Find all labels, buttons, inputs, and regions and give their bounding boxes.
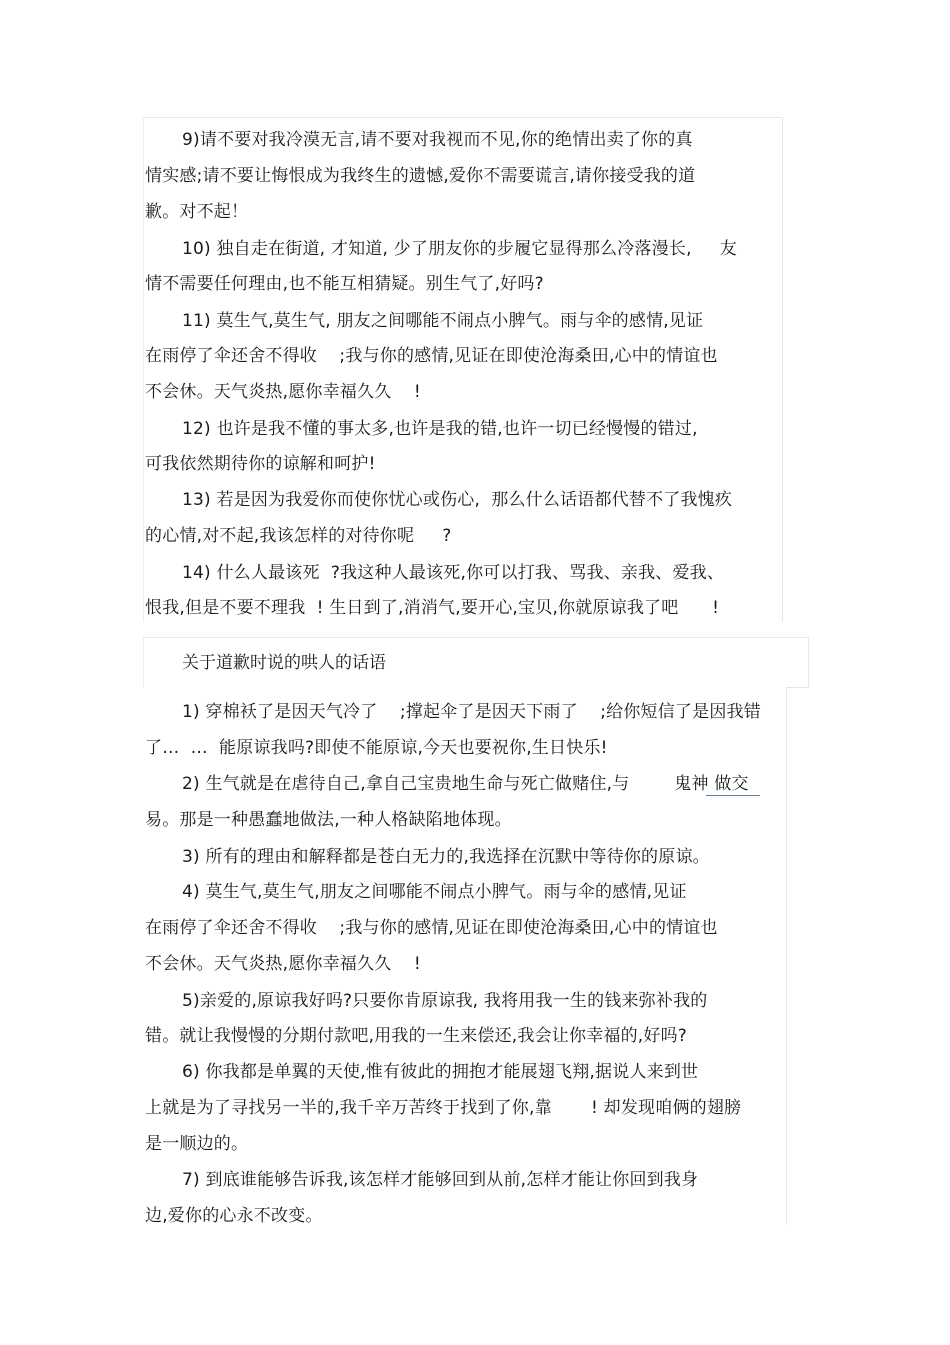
paragraph-line: 9)请不要对我冷漠无言,请不要对我视而不见,你的绝情出卖了你的真: [182, 130, 693, 150]
paragraph-line: 5)亲爱的,原谅我好吗?只要你肯原谅我, 我将用我一生的钱来弥补我的: [182, 991, 708, 1011]
paragraph-line: 的心情,对不起,我该怎样的对待你呢 ?: [145, 526, 452, 546]
paragraph-line: 不会休。天气炎热,愿你幸福久久 !: [145, 954, 421, 974]
paragraph-line: 6) 你我都是单翼的天使,惟有彼此的拥抱才能展翅飞翔,据说人来到世: [182, 1062, 699, 1082]
paragraph-line: 4) 莫生气,莫生气,朋友之间哪能不闹点小脾气。雨与伞的感情,见证: [182, 882, 687, 902]
paragraph-line: 11) 莫生气,莫生气, 朋友之间哪能不闹点小脾气。雨与伞的感情,见证: [182, 311, 704, 331]
paragraph-line: 易。那是一种愚蠢地做法,一种人格缺陷地体现。: [145, 810, 512, 830]
paragraph-line: 情实感;请不要让悔恨成为我终生的遗憾,爱你不需要谎言,请你接受我的道: [145, 166, 696, 186]
paragraph-line: 边,爱你的心永不改变。: [145, 1206, 323, 1226]
heading-border-top: [143, 637, 809, 638]
page-border-top: [143, 117, 783, 118]
heading-border-bottom: [786, 687, 809, 688]
page-border-right-lower: [786, 687, 787, 1225]
spellcheck-underline: [706, 795, 760, 796]
paragraph-line: 7) 到底谁能够告诉我,该怎样才能够回到从前,怎样才能让你回到我身: [182, 1170, 699, 1190]
paragraph-line: 13) 若是因为我爱你而使你忧心或伤心, 那么什么话语都代替不了我愧疚: [182, 490, 733, 510]
paragraph-line: 不会休。天气炎热,愿你幸福久久 !: [145, 382, 421, 402]
paragraph-line: 3) 所有的理由和解释都是苍白无力的,我选择在沉默中等待你的原谅。: [182, 847, 710, 867]
paragraph-line: 歉。对不起！: [145, 202, 249, 222]
section-heading: 关于道歉时说的哄人的话语: [182, 653, 386, 673]
paragraph-line: 12) 也许是我不懂的事太多,也许是我的错,也许一切已经慢慢的错过,: [182, 419, 698, 439]
paragraph-line: 了… … 能原谅我吗?即使不能原谅,今天也要祝你,生日快乐!: [145, 738, 608, 758]
paragraph-line: 情不需要任何理由,也不能互相猜疑。别生气了,好吗?: [145, 274, 544, 294]
heading-border-right: [808, 637, 809, 687]
paragraph-line: 1) 穿棉袄了是因天气冷了 ;撑起伞了是因天下雨了 ;给你短信了是因我错: [182, 702, 761, 722]
page-border-right: [782, 117, 783, 622]
paragraph-line: 上就是为了寻找另一半的,我千辛万苦终于找到了你,靠 ! 却发现咱俩的翅膀: [145, 1098, 742, 1118]
heading-border-left: [143, 638, 144, 688]
paragraph-line: 是一顺边的。: [145, 1134, 249, 1154]
paragraph-line: 10) 独自走在街道, 才知道, 少了朋友你的步履它显得那么冷落漫长, 友: [182, 239, 737, 259]
paragraph-line: 14) 什么人最该死 ?我这种人最该死,你可以打我、骂我、亲我、爱我、: [182, 563, 725, 583]
paragraph-line: 2) 生气就是在虐待自己,拿自己宝贵地生命与死亡做赌住,与 鬼神 做交: [182, 774, 749, 794]
paragraph-line: 在雨停了伞还舍不得收 ;我与你的感情,见证在即使沧海桑田,心中的情谊也: [145, 918, 718, 938]
paragraph-line: 在雨停了伞还舍不得收 ;我与你的感情,见证在即使沧海桑田,心中的情谊也: [145, 346, 718, 366]
paragraph-line: 可我依然期待你的谅解和呵护!: [145, 454, 376, 474]
paragraph-line: 恨我,但是不要不理我 ! 生日到了,消消气,要开心,宝贝,你就原谅我了吧 !: [145, 598, 720, 618]
paragraph-line: 错。就让我慢慢的分期付款吧,用我的一生来偿还,我会让你幸福的,好吗?: [145, 1026, 688, 1046]
page-border-left: [143, 117, 144, 622]
